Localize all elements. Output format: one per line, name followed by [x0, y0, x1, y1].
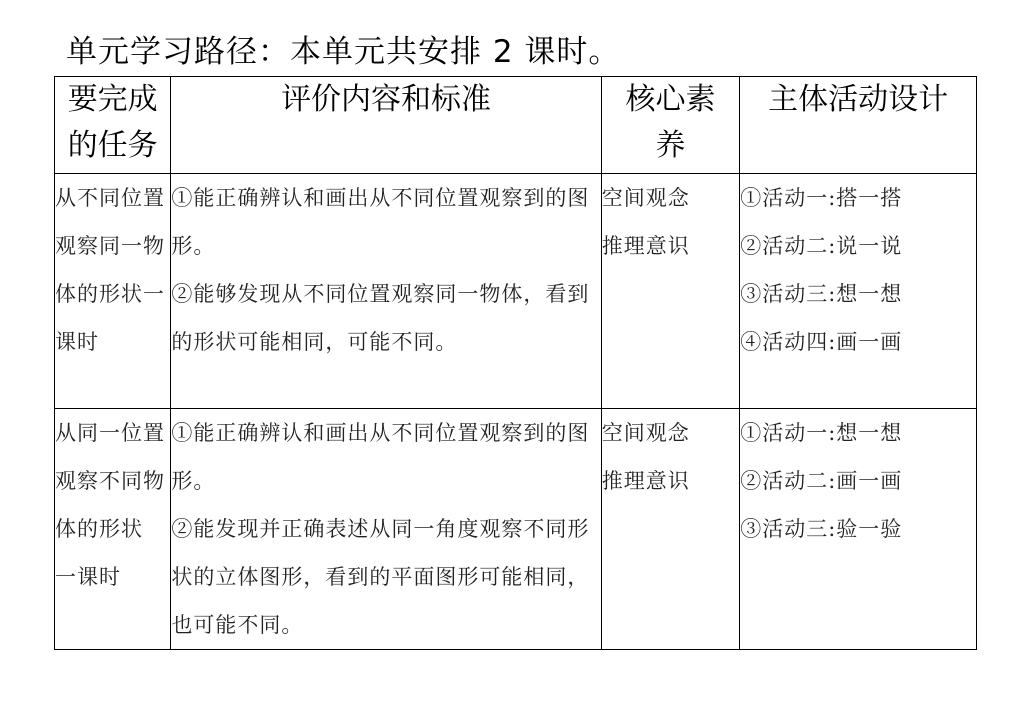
header-literacy: 核心素养 — [601, 77, 739, 174]
criteria-item: ②能够发现从不同位置观察同一物体，看到的形状可能相同，可能不同。 — [171, 282, 590, 354]
task-cell: 从同一位置观察不同物体的形状 一课时 — [55, 409, 171, 650]
header-criteria: 评价内容和标准 — [171, 77, 601, 174]
table-row — [55, 174, 977, 409]
activities-cell — [740, 409, 977, 650]
activity-item: ②活动二:画一画 — [740, 469, 903, 493]
page-title: 单元学习路径：本单元共安排 2 课时。 — [66, 34, 621, 70]
criteria-cell — [171, 409, 601, 650]
literacy-cell — [601, 409, 739, 650]
criteria-cell — [171, 174, 601, 409]
activity-item: ②活动二:说一说 — [740, 234, 903, 258]
activity-item: ③活动三:验一验 — [740, 517, 903, 541]
literacy-item: 空间观念 — [601, 186, 690, 210]
table-header-row — [55, 77, 977, 174]
unit-plan-table — [54, 76, 977, 650]
activity-item: ①活动一:搭一搭 — [740, 186, 903, 210]
literacy-item: 推理意识 — [601, 234, 690, 258]
activities-cell — [740, 174, 977, 409]
criteria-item: ①能正确辨认和画出从不同位置观察到的图形。 — [171, 421, 590, 493]
criteria-item: ①能正确辨认和画出从不同位置观察到的图形。 — [171, 186, 590, 258]
header-activities: 主体活动设计 — [740, 77, 977, 174]
literacy-item: 推理意识 — [601, 469, 690, 493]
activity-item: ①活动一:想一想 — [740, 421, 903, 445]
literacy-item: 空间观念 — [601, 421, 690, 445]
activity-item: ④活动四:画一画 — [740, 330, 903, 354]
activity-item: ③活动三:想一想 — [740, 282, 903, 306]
literacy-cell — [601, 174, 739, 409]
header-task: 要完成的任务 — [55, 77, 171, 174]
table-row — [55, 409, 977, 650]
criteria-item: ②能发现并正确表述从同一角度观察不同形状的立体图形，看到的平面图形可能相同，也可能不同。 — [171, 517, 590, 637]
task-cell: 从不同位置观察同一物体的形状一课时 — [55, 174, 171, 409]
